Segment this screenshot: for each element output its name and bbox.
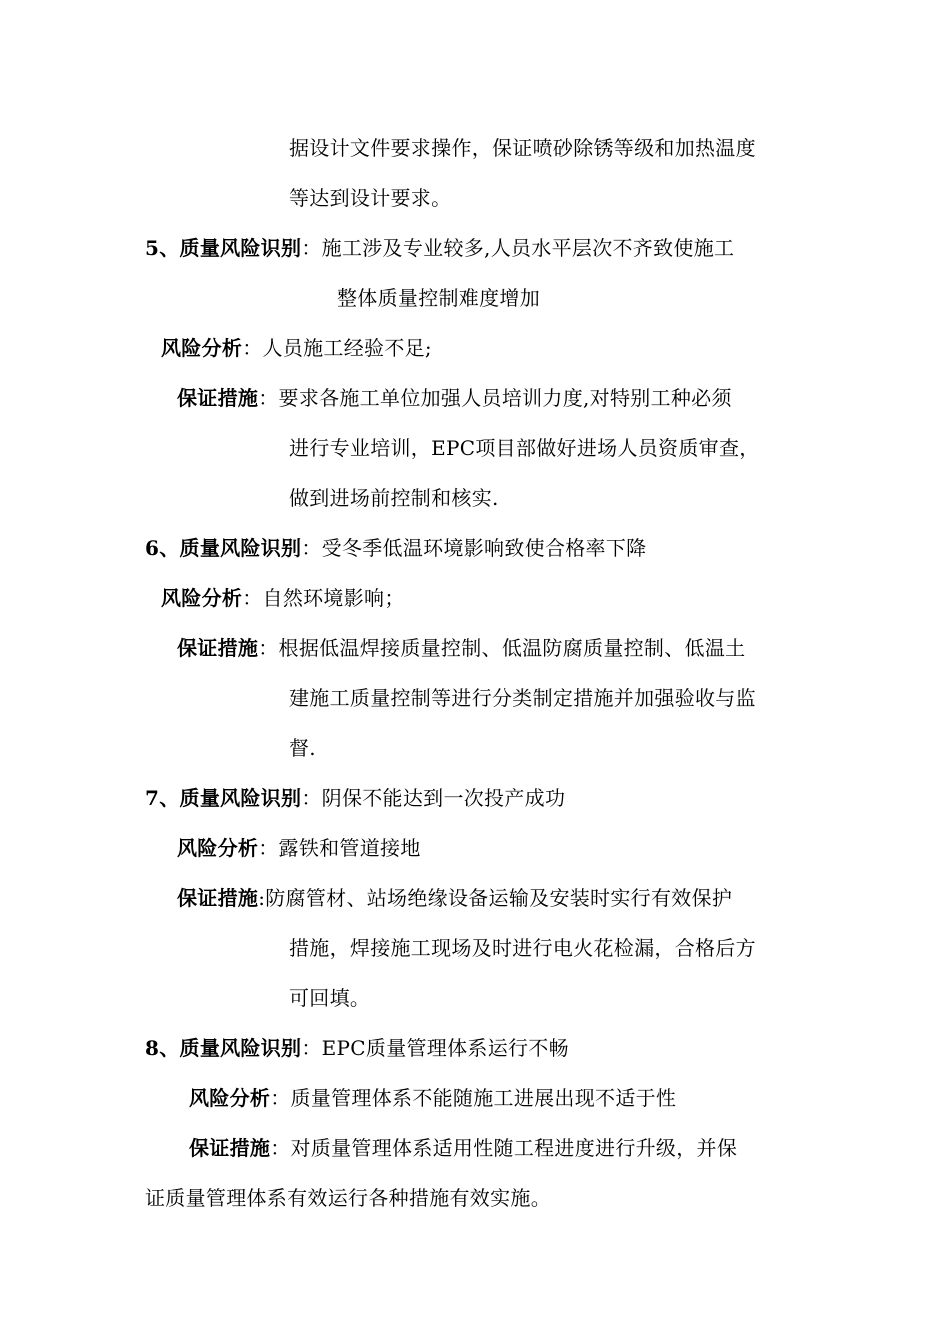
risk-item-7-heading-line [145, 786, 565, 810]
separator: ： [258, 836, 279, 860]
risk-heading: 8、质量风险识别 [145, 1036, 302, 1060]
text-line: 据设计文件要求操作，保证喷砂除锈等级和加热温度 [289, 136, 756, 160]
separator: ： [242, 586, 263, 610]
measure-line [177, 386, 732, 410]
risk-description: EPC质量管理体系运行不畅 [321, 1036, 569, 1060]
risk-description: 阴保不能达到一次投产成功 [321, 786, 566, 810]
separator: ： [270, 1136, 291, 1160]
separator: : [258, 886, 266, 910]
measure-label: 保证措施 [189, 1136, 271, 1160]
separator: ： [301, 536, 322, 560]
measure-text: 根据低温焊接质量控制、低温防腐质量控制、低温土 [278, 636, 746, 660]
analysis-label: 风险分析 [189, 1086, 271, 1110]
analysis-text: 质量管理体系不能随施工进展出现不适于性 [290, 1086, 677, 1110]
risk-item-5-heading-line [145, 236, 734, 260]
measure-label: 保证措施 [177, 386, 259, 410]
analysis-label: 风险分析 [161, 586, 243, 610]
text-line: 建施工质量控制等进行分类制定措施并加强验收与监 [289, 686, 756, 710]
text-line: 整体质量控制难度增加 [337, 286, 540, 310]
measure-label: 保证措施 [177, 886, 259, 910]
measure-label: 保证措施 [177, 636, 259, 660]
text-line: 督. [289, 736, 316, 760]
text-line: 等达到设计要求。 [289, 186, 452, 210]
measure-text: 要求各施工单位加强人员培训力度,对特别工种必须 [278, 386, 732, 410]
risk-heading: 7、质量风险识别 [145, 786, 302, 810]
separator: ： [242, 336, 263, 360]
separator: ： [258, 386, 279, 410]
separator: ： [270, 1086, 291, 1110]
text-line: 证质量管理体系有效运行各种措施有效实施。 [145, 1186, 551, 1210]
measure-line [177, 886, 732, 910]
risk-analysis-line [161, 586, 405, 610]
text-line: 进行专业培训，EPC项目部做好进场人员资质审查， [289, 436, 760, 460]
analysis-text: 人员施工经验不足; [262, 336, 432, 360]
separator: ： [301, 1036, 322, 1060]
risk-description: 施工涉及专业较多,人员水平层次不齐致使施工 [321, 236, 735, 260]
risk-item-6-heading-line [145, 536, 646, 560]
analysis-text: 露铁和管道接地 [278, 836, 421, 860]
risk-heading: 5、质量风险识别 [145, 236, 302, 260]
analysis-text: 自然环境影响； [262, 586, 405, 610]
text-line: 可回填。 [289, 986, 371, 1010]
analysis-label: 风险分析 [161, 336, 243, 360]
risk-analysis-line [161, 336, 432, 360]
risk-description: 受冬季低温环境影响致使合格率下降 [321, 536, 647, 560]
separator: ： [258, 636, 279, 660]
risk-item-8-heading-line [145, 1036, 569, 1060]
measure-text: 防腐管材、站场绝缘设备运输及安装时实行有效保护 [265, 886, 733, 910]
risk-analysis-line [189, 1086, 676, 1110]
measure-line [189, 1136, 737, 1160]
separator: ： [301, 786, 322, 810]
risk-analysis-line [177, 836, 421, 860]
separator: ： [301, 236, 322, 260]
text-line: 做到进场前控制和核实. [289, 486, 499, 510]
analysis-label: 风险分析 [177, 836, 259, 860]
measure-text: 对质量管理体系适用性随工程进度进行升级，并保 [290, 1136, 738, 1160]
measure-line [177, 636, 745, 660]
risk-heading: 6、质量风险识别 [145, 536, 302, 560]
text-line: 措施，焊接施工现场及时进行电火花检漏，合格后方 [289, 936, 756, 960]
